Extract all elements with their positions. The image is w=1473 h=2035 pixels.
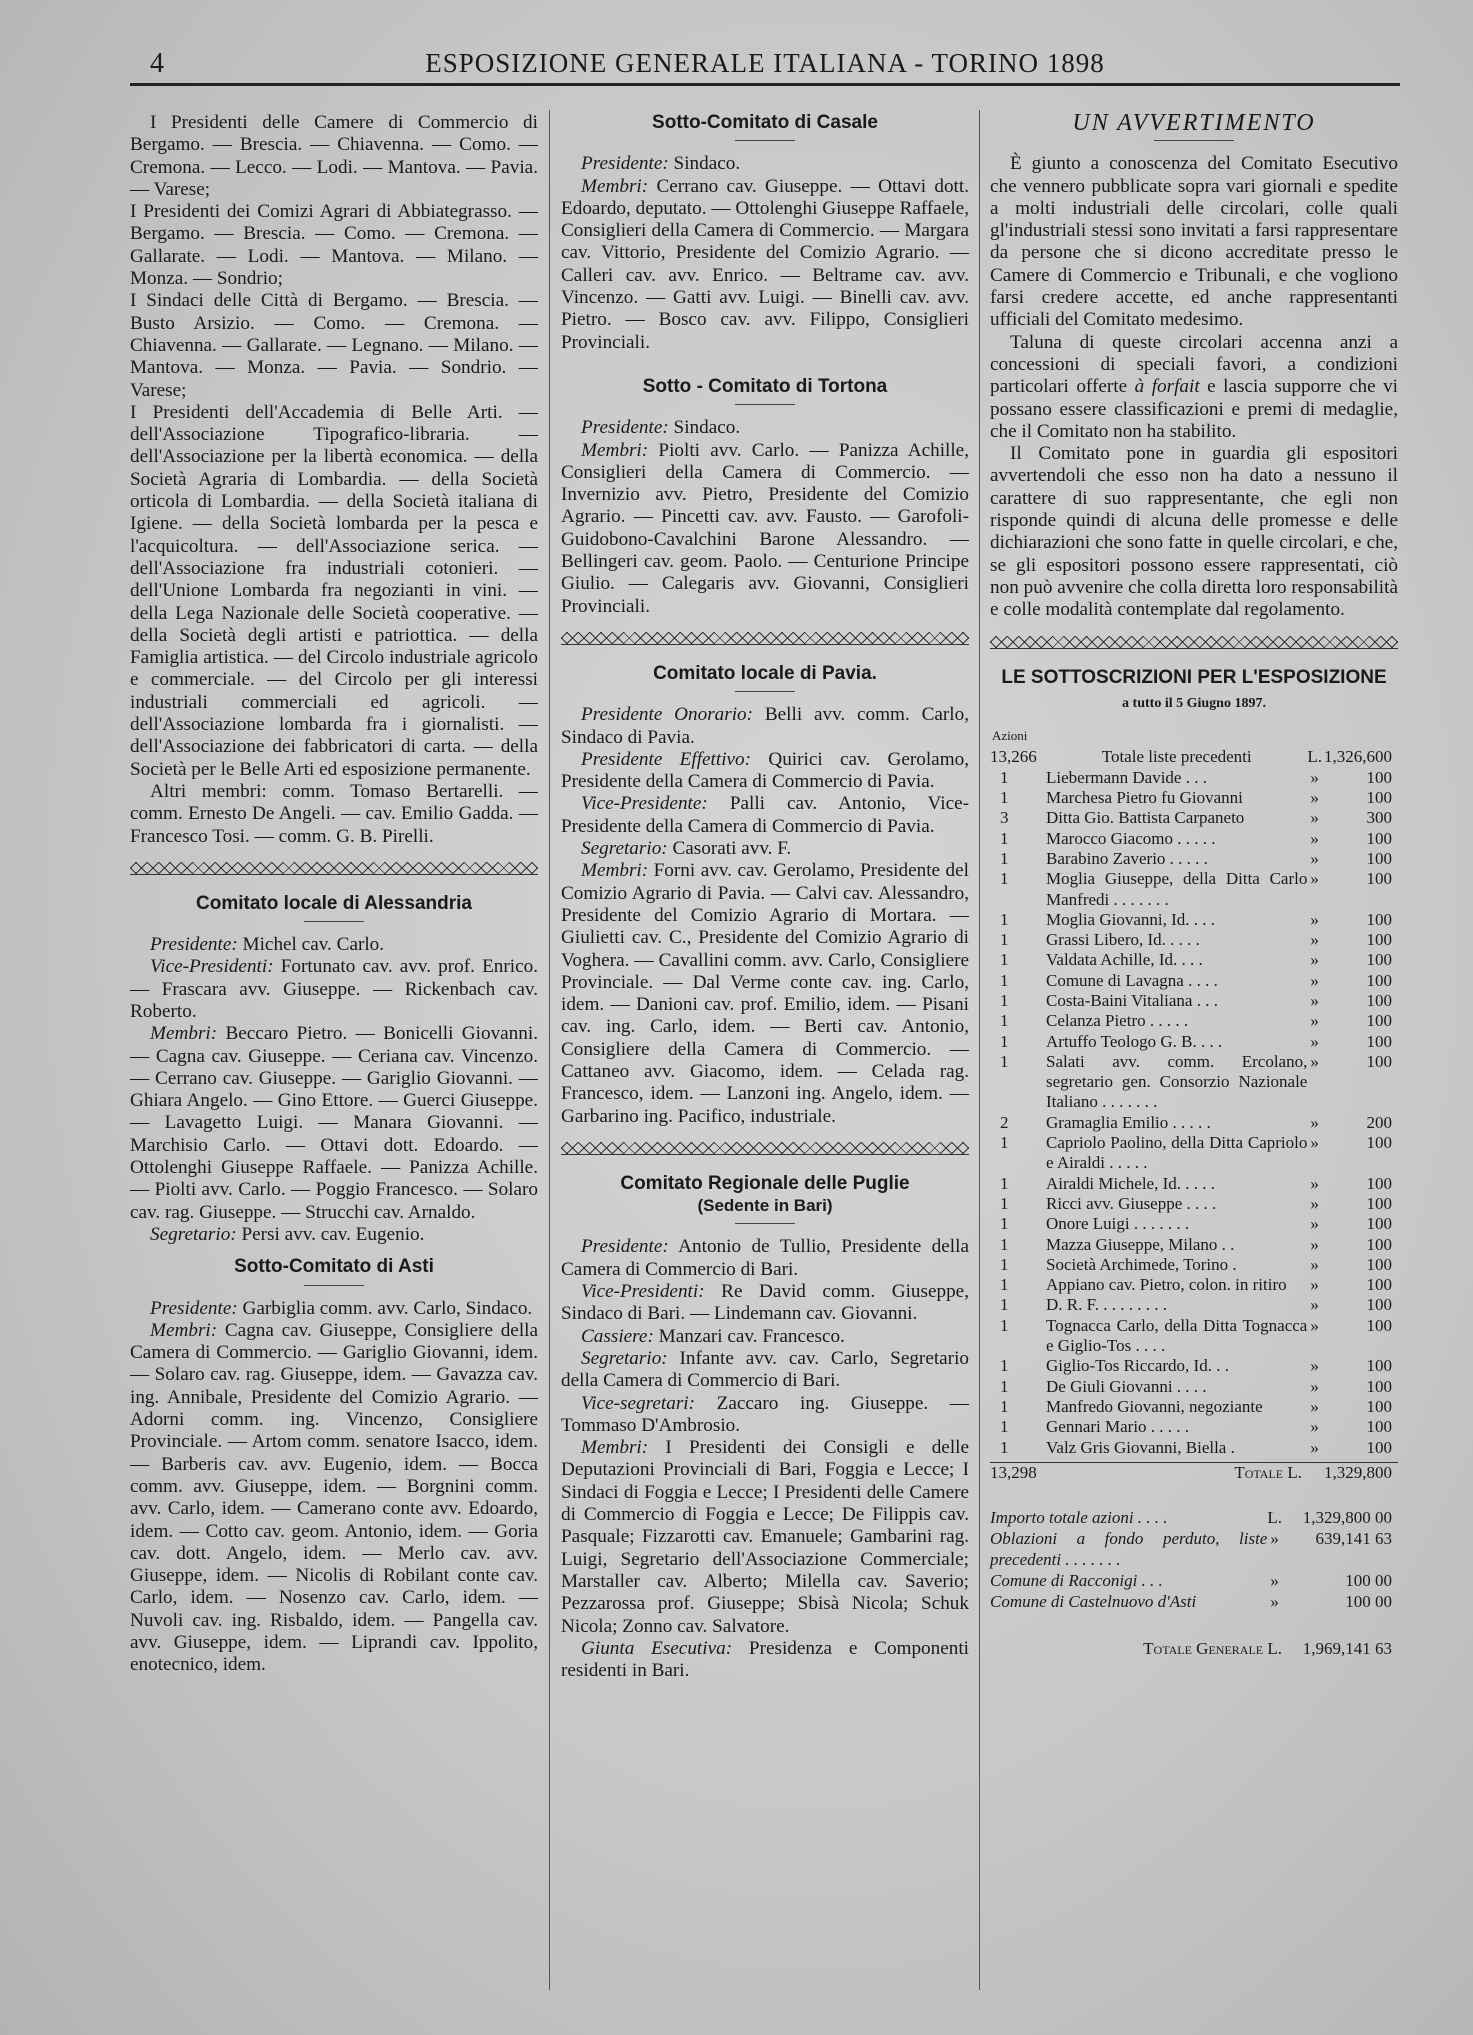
name-cell: Società Archimede, Torino . bbox=[1046, 1254, 1237, 1274]
label: Giunta Esecutiva: bbox=[581, 1637, 733, 1659]
currency-cell: L. bbox=[1267, 1508, 1282, 1528]
page-header bbox=[130, 44, 1400, 84]
short-rule bbox=[1154, 140, 1234, 141]
shares-cell: 1 bbox=[1000, 1275, 1009, 1295]
shares-cell: 13,266 bbox=[990, 747, 1037, 767]
currency-cell: » bbox=[1270, 1529, 1279, 1549]
label: Vice-segretari: bbox=[581, 1392, 696, 1414]
currency-cell: » bbox=[1310, 1254, 1319, 1274]
shares-cell: 1 bbox=[1000, 1376, 1009, 1396]
table-row bbox=[990, 1377, 1398, 1397]
table-row bbox=[990, 869, 1398, 910]
table-row bbox=[990, 1052, 1398, 1113]
amount-cell: 100 bbox=[1366, 1051, 1392, 1071]
short-rule bbox=[735, 140, 795, 141]
amount-cell: 100 bbox=[1366, 1376, 1392, 1396]
name-cell: Costa-Baini Vitaliana . . . bbox=[1046, 990, 1218, 1010]
pavia-membri: Forni avv. cav. Gerolamo, Presidente del Comizio Agrario di Pavia. — Calvi cav. Alessandro, Presidente del Comizio Agrario di Mortara. — Giulietti cav. C., Presidente del Comizio Agrario di Voghera. — Cavallini comm. avv. Carlo, Consigliere Provinciale. — Dal Verme conte cav. ing. Carlo, idem. — Danioni cav. prof. Emilio, idem. — Pisani cav. ing. Carlo, idem. — Berti cav. Antonio, Consigliere della Camera di Commercio. — Cattaneo avv. Giacomo, idem. — Celada rag. Francesco, idem. — Lanzoni ing. Angelo, idem. — Garbarino ing. Pacifico, industriale. bbox=[561, 860, 969, 1127]
table-row bbox=[990, 768, 1398, 788]
name-cell: Grassi Libero, Id. . . . . bbox=[1046, 930, 1200, 950]
shares-cell: 1 bbox=[1000, 1011, 1009, 1031]
name-cell: Valz Gris Giovanni, Biella . bbox=[1046, 1437, 1235, 1457]
spacer bbox=[990, 1612, 1398, 1638]
amount-cell: 100 bbox=[1366, 767, 1392, 787]
alessandria-presidente: Michel cav. Carlo. bbox=[242, 934, 385, 956]
table-row bbox=[990, 829, 1398, 849]
currency-cell: » bbox=[1310, 930, 1319, 950]
amount-cell: 100 bbox=[1366, 1133, 1392, 1153]
shares-cell: 1 bbox=[1000, 1051, 1009, 1071]
section-subtitle-puglie: (Sedente in Bari) bbox=[697, 1196, 833, 1216]
table-row bbox=[990, 971, 1398, 991]
amount-cell: 100 bbox=[1366, 1214, 1392, 1234]
alessandria-membri: Beccaro Pietro. — Bonicelli Giovanni. — Cagna cav. Giuseppe. — Ceriana cav. Vincenzo. — Cerrano cav. Giuseppe. — Gariglio Giovanni. — Ghiara Angelo. — Gino Ettore. — Guerci Giuseppe. — Lavagetto Luigi. — Manara Giovanni. — Marchisio Carlo. — Ottavi dott. Edoardo. — Ottolenghi Giuseppe Raffaele. — Panizza Achille. — Piolti avv. Carlo. — Poggio Francesco. — Solaro cav. rag. Giuseppe. — Strucchi cav. Arnaldo. bbox=[130, 1023, 538, 1223]
column-1 bbox=[130, 112, 538, 1677]
name-cell: Liebermann Davide . . . bbox=[1046, 767, 1207, 787]
name-cell: Tognacca Carlo, della Ditta Tognacca e Giglio-Tos . . . . bbox=[1046, 1315, 1308, 1356]
puglie-segretario: Infante avv. cav. Carlo, Segretario della Camera di Commercio di Bari. bbox=[561, 1347, 969, 1392]
shares-cell: 1 bbox=[1000, 970, 1009, 990]
subscriptions-title: LE SOTTOSCRIZIONI PER L'ESPOSIZIONE bbox=[1001, 666, 1387, 688]
shares-cell: 1 bbox=[1000, 1437, 1009, 1457]
label: Presidente: bbox=[581, 153, 669, 175]
table-row bbox=[990, 1463, 1398, 1483]
table-row bbox=[990, 1113, 1398, 1133]
label: Presidente: bbox=[581, 1236, 669, 1258]
table-row bbox=[990, 808, 1398, 828]
section-title-tortona: Sotto - Comitato di Tortona bbox=[642, 375, 888, 397]
casale-membri: Cerrano cav. Giuseppe. — Ottavi dott. Edoardo, deputato. — Ottolenghi Giuseppe Raffaele, Consiglieri della Camera di Commercio. — Margara cav. Vittorio, Presidente del Comizio Agrario. — Calleri cav. avv. Enrico. — Beltrame cav. avv. Vincenzo. — Gatti avv. Luigi. — Binelli cav. avv. Pietro. — Bosco cav. avv. Filippo, Consiglieri Provinciali. bbox=[561, 175, 969, 353]
sindaci-list: I Sindaci delle Città di Bergamo. — Brescia. — Busto Arsizio. — Como. — Cremona. — Chiavenna. — Gallarate. — Legnano. — Milano. — Mantova. — Monza. — Pavia. — Sondrio. — Varese; bbox=[130, 290, 538, 401]
currency-cell: » bbox=[1270, 1592, 1279, 1612]
currency-cell: » bbox=[1310, 828, 1319, 848]
name-cell: Giglio-Tos Riccardo, Id. . . bbox=[1046, 1356, 1229, 1376]
label: Membri: bbox=[150, 1319, 218, 1341]
amount-cell: 100 00 bbox=[1345, 1592, 1392, 1612]
name-cell: Moglia Giovanni, Id. . . . bbox=[1046, 909, 1216, 929]
section-title-alessandria: Comitato locale di Alessandria bbox=[196, 892, 472, 914]
puglie-giunta: Presidenza e Componenti residenti in Bari. bbox=[561, 1637, 970, 1682]
pavia-effettivo: Quirici cav. Gerolamo, Presidente della Camera di Commercio di Pavia. bbox=[561, 748, 970, 793]
text: Taluna di queste circolari accenna anzi a concessioni di speciali favori, a condizioni particolari offerte bbox=[990, 331, 1398, 398]
puglie-vice: Re David comm. Giuseppe, Sindaco di Bari. — Lindemann cav. Giovanni. bbox=[561, 1281, 969, 1325]
shares-cell: 1 bbox=[1000, 1234, 1009, 1254]
currency-cell: » bbox=[1310, 990, 1319, 1010]
table-row bbox=[990, 1417, 1398, 1437]
notice-paragraph-3: Il Comitato pone in guardia gli espositori avvertendoli che esso non ha dato a nessuno il carattere di suo rappresentante, che egli non risponde quindi di alcuna delle promesse e delle dichiarazioni che sono fatte in quelle circolari, e che, se gli espositori possono essere rappresentati, ciò non può avvenire che colla diretta loro responsabilità e colle modalità contemplate dal regolamento. bbox=[990, 443, 1398, 621]
pavia-vice: Palli cav. Antonio, Vice-Presidente della Camera di Commercio di Pavia. bbox=[561, 793, 969, 837]
section-title-pavia: Comitato locale di Pavia. bbox=[653, 662, 877, 684]
puglie-membri: I Presidenti dei Consigli e delle Deputazioni Provinciali di Bari, Foggia e Lecce; I Sindaci di Foggia e Lecce; I Presidenti delle Camere di Commercio di Foggia e Lecce; De Filippis cav. Pasquale; Fizzarotti cav. Emanuele; Gambarini rag. Luigi, Segretario dell'Associazione Commerciale; Marstaller cav. Alberto; Milella cav. Saverio; Pezzarossa prof. Giuseppe; Sbisà Nicola; Schuk Nicola; Zonno cav. Salvatore. bbox=[561, 1437, 970, 1637]
short-rule bbox=[735, 691, 795, 692]
short-rule bbox=[304, 1285, 364, 1286]
table-row bbox=[990, 1397, 1398, 1417]
subscriptions-table bbox=[990, 747, 1398, 1457]
name-cell: Airaldi Michele, Id. . . . . bbox=[1046, 1173, 1216, 1193]
text-italic: à forfait bbox=[1134, 376, 1200, 398]
shares-cell: 1 bbox=[1000, 1193, 1009, 1213]
label: Vice-Presidente: bbox=[581, 793, 708, 815]
currency-cell: » bbox=[1310, 1275, 1319, 1295]
table-row bbox=[990, 1570, 1398, 1591]
currency-cell: » bbox=[1310, 1417, 1319, 1437]
short-rule bbox=[735, 1223, 795, 1224]
label: Cassiere: bbox=[581, 1325, 654, 1347]
currency-cell: » bbox=[1310, 1051, 1319, 1071]
table-row bbox=[990, 1528, 1398, 1570]
currency-cell: » bbox=[1310, 869, 1319, 889]
grand-total-amount: 1,969,141 63 bbox=[1302, 1639, 1392, 1659]
tortona-membri: Piolti avv. Carlo. — Panizza Achille, Consiglieri della Camera di Commercio. — Invernizio avv. Pietro, Presidente del Comizio Agrario. — Pincetti cav. avv. Fausto. — Garofoli-Guidobono-Cavalchini Barone Alessandro. — Bellingeri cav. geom. Paolo. — Centurione Principe Giulio. — Calegaris avv. Giovanni, Consiglieri Provinciali. bbox=[561, 439, 969, 617]
amount-cell: 100 bbox=[1366, 1295, 1392, 1315]
casale-presidente: Sindaco. bbox=[673, 153, 741, 175]
label: Presidente: bbox=[150, 934, 238, 956]
name-cell: Mazza Giuseppe, Milano . . bbox=[1046, 1234, 1235, 1254]
amount-cell: 100 bbox=[1366, 1031, 1392, 1051]
label: Segretario: bbox=[581, 1347, 668, 1369]
amount-cell: 100 bbox=[1366, 869, 1392, 889]
label: Membri: bbox=[581, 175, 649, 197]
name-cell: Gennari Mario . . . . . bbox=[1046, 1417, 1190, 1437]
currency-cell: » bbox=[1310, 1234, 1319, 1254]
label: Membri: bbox=[150, 1023, 218, 1045]
name-cell: Valdata Achille, Id. . . . bbox=[1046, 950, 1203, 970]
currency-cell: » bbox=[1310, 1295, 1319, 1315]
label: Presidente: bbox=[150, 1297, 238, 1319]
shares-cell: 1 bbox=[1000, 1173, 1009, 1193]
table-row bbox=[990, 930, 1398, 950]
shares-cell: 1 bbox=[1000, 1214, 1009, 1234]
text: e lascia supporre che vi possano essere classificazioni e premi di medaglie, che il Comitato non ha stabilito. bbox=[990, 376, 1399, 442]
amount-cell: 639,141 63 bbox=[1315, 1529, 1392, 1549]
section-title-asti: Sotto-Comitato di Asti bbox=[234, 1256, 434, 1278]
name-cell: Moglia Giuseppe, della Ditta Carlo Manfredi . . . . . . . bbox=[1046, 869, 1308, 909]
shares-cell: 1 bbox=[1000, 950, 1009, 970]
short-rule bbox=[304, 921, 364, 922]
shares-total: 13,298 bbox=[990, 1462, 1037, 1482]
shares-cell: 2 bbox=[1000, 1112, 1009, 1132]
grand-total bbox=[990, 1638, 1398, 1659]
currency-cell: » bbox=[1310, 950, 1319, 970]
amount-cell: 100 bbox=[1366, 1396, 1392, 1416]
currency-cell: » bbox=[1310, 1173, 1319, 1193]
table-row bbox=[990, 849, 1398, 869]
currency-cell: » bbox=[1310, 848, 1319, 868]
name-cell: Manfredo Giovanni, negoziante bbox=[1046, 1396, 1263, 1416]
column-2 bbox=[561, 112, 969, 1682]
table-row bbox=[990, 1638, 1398, 1659]
name-cell: Ricci avv. Giuseppe . . . . bbox=[1046, 1193, 1217, 1213]
table-row bbox=[990, 1316, 1398, 1357]
currency-cell: » bbox=[1310, 909, 1319, 929]
shares-cell: 3 bbox=[1000, 808, 1009, 828]
label: Presidente: bbox=[581, 417, 669, 439]
shares-cell: 1 bbox=[1000, 1031, 1009, 1051]
currency-cell: » bbox=[1310, 1193, 1319, 1213]
table-row bbox=[990, 1133, 1398, 1174]
shares-cell: 1 bbox=[1000, 1396, 1009, 1416]
amount-cell: 100 bbox=[1366, 950, 1392, 970]
tortona-presidente: Sindaco. bbox=[673, 417, 741, 439]
subscriptions-total bbox=[990, 1463, 1398, 1483]
amount-cell: 100 bbox=[1366, 970, 1392, 990]
table-row bbox=[990, 1275, 1398, 1295]
header-rule bbox=[130, 83, 1400, 86]
name-cell: Appiano cav. Pietro, colon. in ritiro bbox=[1046, 1275, 1287, 1295]
summary-label: Oblazioni a fondo perduto, liste precedenti . . . . . . . bbox=[990, 1529, 1268, 1570]
amount-cell: 100 bbox=[1366, 1417, 1392, 1437]
table-row bbox=[990, 1255, 1398, 1275]
amount-cell: 100 bbox=[1366, 1011, 1392, 1031]
summary-label: Comune di Castelnuovo d'Asti bbox=[990, 1592, 1197, 1612]
running-title: ESPOSIZIONE GENERALE ITALIANA - TORINO 1898 bbox=[425, 48, 1105, 78]
amount-cell: 100 00 bbox=[1345, 1571, 1392, 1591]
label: Membri: bbox=[581, 439, 649, 461]
currency-cell: » bbox=[1310, 1437, 1319, 1457]
table-row bbox=[990, 1295, 1398, 1315]
amount-cell: 100 bbox=[1366, 1315, 1392, 1335]
shares-cell: 1 bbox=[1000, 828, 1009, 848]
table-row bbox=[990, 1174, 1398, 1194]
currency-cell: » bbox=[1310, 1031, 1319, 1051]
name-cell: Marchesa Pietro fu Giovanni bbox=[1046, 788, 1243, 808]
currency-cell: » bbox=[1310, 1376, 1319, 1396]
currency-cell: » bbox=[1310, 970, 1319, 990]
amount-cell: 1,329,800 00 bbox=[1302, 1508, 1392, 1528]
currency-cell: L. bbox=[1307, 747, 1322, 767]
amount-cell: 100 bbox=[1366, 1437, 1392, 1457]
ornament-divider bbox=[561, 632, 969, 645]
currency-cell: » bbox=[1310, 1315, 1319, 1335]
shares-cell: 1 bbox=[1000, 1295, 1009, 1315]
presidenti-societa-list: I Presidenti dell'Accademia di Belle Arti. — dell'Associazione Tipografico-libraria. — dell'Associazione per la libertà economica. — della Società Agraria di Lombardia. — della Società orticola di Lombardia. — della Società italiana di Igiene. — della Società lombarda per la pesca e l'acquicoltura. — dell'Associazione serica. — dell'Associazione fra industriali cotonieri. — dell'Unione Lombarda fra negozianti in vini. — della Lega Nazionale delle Società cooperative. — della Società degli artisti e patriottica. — della Famiglia artistica. — del Circolo industriale agricolo e commerciale. — del Circolo per gli interessi industriali commerciali ed agricoli. — dell'Associazione lombarda fra i giornalisti. — dell'Associazione dei fabbricatori di carta. — della Società per le Belle Arti ed esposizione permanente. bbox=[130, 401, 538, 780]
table-row bbox=[990, 1591, 1398, 1612]
currency-cell: » bbox=[1310, 1112, 1319, 1132]
currency-cell: » bbox=[1310, 1356, 1319, 1376]
currency-cell: » bbox=[1310, 808, 1319, 828]
shares-cell: 1 bbox=[1000, 1254, 1009, 1274]
name-cell: Onore Luigi . . . . . . . bbox=[1046, 1214, 1190, 1234]
currency-cell: » bbox=[1310, 1011, 1319, 1031]
name-cell: Ditta Gio. Battista Carpaneto bbox=[1046, 808, 1245, 828]
amount-cell: 100 bbox=[1366, 909, 1392, 929]
shares-cell: 1 bbox=[1000, 788, 1009, 808]
label: Segretario: bbox=[150, 1223, 237, 1245]
amount-cell: 100 bbox=[1366, 1356, 1392, 1376]
ornament-divider bbox=[130, 862, 538, 875]
column-3 bbox=[990, 112, 1398, 1659]
amount-cell: 100 bbox=[1366, 1193, 1392, 1213]
total-amount: 1,329,800 bbox=[1324, 1462, 1392, 1482]
label: Vice-Presidenti: bbox=[150, 956, 274, 978]
section-title-casale: Sotto-Comitato di Casale bbox=[652, 112, 878, 133]
short-rule bbox=[735, 404, 795, 405]
name-cell: Capriolo Paolino, della Ditta Capriolo e Airaldi . . . . . bbox=[1046, 1133, 1308, 1173]
name-cell: Totale liste precedenti bbox=[1101, 747, 1252, 767]
notice-paragraph-2 bbox=[990, 332, 1398, 443]
comizi-agrari-list: I Presidenti dei Comizi Agrari di Abbiategrasso. — Bergamo. — Brescia. — Como. — Cremona. — Gallarate. — Lodi. — Mantova. — Milano. — Monza. — Sondrio; bbox=[130, 201, 538, 290]
shares-cell: 1 bbox=[1000, 767, 1009, 787]
puglie-vicesegretari: Zaccaro ing. Giuseppe. — Tommaso D'Ambrosio. bbox=[561, 1392, 969, 1436]
currency-cell: » bbox=[1310, 1214, 1319, 1234]
name-cell: Salati avv. comm. Ercolano, segretario gen. Consorzio Nazionale Italiano . . . . . . . bbox=[1046, 1051, 1308, 1112]
name-cell: Marocco Giacomo . . . . . bbox=[1046, 828, 1216, 848]
label: Membri: bbox=[581, 860, 649, 882]
amount-cell: 100 bbox=[1366, 1173, 1392, 1193]
amount-cell: 100 bbox=[1366, 1254, 1392, 1274]
table-row bbox=[990, 1235, 1398, 1255]
amount-cell: 100 bbox=[1366, 828, 1392, 848]
amount-cell: 100 bbox=[1366, 1275, 1392, 1295]
column-divider-2 bbox=[979, 110, 980, 1990]
label: Membri: bbox=[581, 1437, 649, 1459]
column-divider-1 bbox=[549, 110, 550, 1990]
table-row bbox=[990, 1438, 1398, 1458]
amount-cell: 100 bbox=[1366, 990, 1392, 1010]
summary-label: Comune di Racconigi . . . bbox=[990, 1571, 1163, 1591]
table-row bbox=[990, 1011, 1398, 1031]
amount-cell: 300 bbox=[1366, 808, 1392, 828]
puglie-cassiere: Manzari cav. Francesco. bbox=[658, 1325, 845, 1347]
summary-table bbox=[990, 1507, 1398, 1612]
amount-cell: 100 bbox=[1366, 930, 1392, 950]
amount-cell: 100 bbox=[1366, 848, 1392, 868]
spacer bbox=[990, 1483, 1398, 1507]
label: Vice-Presidenti: bbox=[581, 1281, 705, 1303]
table-row bbox=[990, 1194, 1398, 1214]
table-row bbox=[990, 910, 1398, 930]
notice-title: UN AVVERTIMENTO bbox=[1072, 110, 1316, 136]
section-title-puglie: Comitato Regionale delle Puglie bbox=[620, 1172, 910, 1194]
notice-paragraph-1: È giunto a conoscenza del Comitato Esecutivo che vennero pubblicate sopra vari giornali e spedite a molti industriali delle circolari, colle quali gl'industriali stessi sono invitati a farsi rappresentare da persone che si dicono accreditate presso le Camere di Commercio e Tribunali, e che vogliono farsi credere accette, ed anche rappresentanti ufficiali del Comitato medesimo. bbox=[990, 153, 1398, 331]
ornament-divider bbox=[990, 636, 1398, 649]
table-row bbox=[990, 747, 1398, 767]
name-cell: Barabino Zaverio . . . . . bbox=[1046, 848, 1208, 868]
azioni-label: Azioni bbox=[992, 728, 1028, 744]
page-number: 4 bbox=[150, 48, 164, 79]
table-row bbox=[990, 788, 1398, 808]
currency-cell: » bbox=[1310, 788, 1319, 808]
name-cell: D. R. F. . . . . . . . . bbox=[1046, 1295, 1167, 1315]
currency-cell: » bbox=[1310, 1133, 1319, 1153]
table-row bbox=[990, 991, 1398, 1011]
amount-cell: 100 bbox=[1366, 788, 1392, 808]
name-cell: Artuffo Teologo G. B. . . . bbox=[1046, 1031, 1223, 1051]
table-row bbox=[990, 950, 1398, 970]
table-row bbox=[990, 1356, 1398, 1376]
name-cell: De Giuli Giovanni . . . . bbox=[1046, 1376, 1207, 1396]
puglie-presidente: Antonio de Tullio, Presidente della Camera di Commercio di Bari. bbox=[561, 1236, 969, 1280]
shares-cell: 1 bbox=[1000, 869, 1009, 889]
shares-cell: 1 bbox=[1000, 1417, 1009, 1437]
label: Presidente Effettivo: bbox=[581, 748, 752, 770]
asti-presidente: Garbiglia comm. avv. Carlo, Sindaco. bbox=[242, 1297, 533, 1319]
shares-cell: 1 bbox=[1000, 848, 1009, 868]
total-label: Totale L. bbox=[1234, 1462, 1302, 1482]
shares-cell: 1 bbox=[1000, 1133, 1009, 1153]
shares-cell: 1 bbox=[1000, 909, 1009, 929]
table-row bbox=[990, 1214, 1398, 1234]
name-cell: Comune di Lavagna . . . . bbox=[1046, 970, 1218, 990]
label: Segretario: bbox=[581, 838, 668, 860]
amount-cell: 100 bbox=[1366, 1234, 1392, 1254]
name-cell: Celanza Pietro . . . . . bbox=[1046, 1011, 1189, 1031]
shares-cell: 1 bbox=[1000, 990, 1009, 1010]
amount-cell: 200 bbox=[1366, 1112, 1392, 1132]
alessandria-vice: Fortunato cav. avv. prof. Enrico. — Frascara avv. Giuseppe. — Rickenbach cav. Roberto. bbox=[130, 956, 539, 1022]
altri-membri: Altri membri: comm. Tomaso Bertarelli. — comm. Ernesto De Angeli. — cav. Emilio Gadda. — Francesco Tosi. — comm. G. B. Pirelli. bbox=[130, 780, 538, 847]
table-row bbox=[990, 1032, 1398, 1052]
ornament-divider bbox=[561, 1142, 969, 1155]
shares-cell: 1 bbox=[1000, 1356, 1009, 1376]
label: Presidente Onorario: bbox=[581, 704, 754, 726]
currency-cell: » bbox=[1270, 1571, 1279, 1591]
table-row bbox=[990, 1507, 1398, 1528]
alessandria-segretario: Persi avv. cav. Eugenio. bbox=[241, 1223, 425, 1245]
shares-cell: 1 bbox=[1000, 930, 1009, 950]
pavia-segretario: Casorati avv. F. bbox=[672, 838, 792, 860]
currency-cell: » bbox=[1310, 1396, 1319, 1416]
shares-cell: 1 bbox=[1000, 1315, 1009, 1335]
amount-cell: 1,326,600 bbox=[1324, 747, 1392, 767]
camere-commercio-list: I Presidenti delle Camere di Commercio di Bergamo. — Brescia. — Chiavenna. — Como. — Cremona. — Lecco. — Lodi. — Mantova. — Pavia. — Varese; bbox=[130, 112, 538, 200]
name-cell: Gramaglia Emilio . . . . . bbox=[1046, 1112, 1211, 1132]
subscriptions-date: a tutto il 5 Giugno 1897. bbox=[1122, 695, 1266, 711]
summary-label: Importo totale azioni . . . . bbox=[990, 1508, 1168, 1528]
asti-membri: Cagna cav. Giuseppe, Consigliere della Camera di Commercio. — Gariglio Giovanni, idem. — Solaro cav. rag. Giuseppe, idem. — Gavazza cav. ing. Annibale, Presidente del Comizio Agrario. — Adorni comm. ing. Vincenzo, Consigliere Provinciale. — Artom comm. senatore Isacco, idem. — Barberis cav. avv. Eugenio, idem. — Bocca comm. avv. Giuseppe, idem. — Borgnini comm. avv. Carlo, idem. — Camerano conte avv. Edoardo, idem. — Cotto cav. geom. Antonio, idem. — Goria cav. dott. Angelo, idem. — Merlo cav. avv. Giuseppe, idem. — Nicolis di Robilant conte cav. Carlo, idem. — Nosenzo cav. Carlo, idem. — Nuvoli cav. ing. Risbaldo, idem. — Pangella cav. avv. Giuseppe, idem. — Liprandi cav. Ippolito, enotecnico, idem. bbox=[130, 1319, 538, 1676]
pavia-onorario: Belli avv. comm. Carlo, Sindaco di Pavia. bbox=[561, 704, 969, 748]
grand-total-label: Totale Generale L. bbox=[1143, 1639, 1282, 1659]
currency-cell: » bbox=[1310, 767, 1319, 787]
